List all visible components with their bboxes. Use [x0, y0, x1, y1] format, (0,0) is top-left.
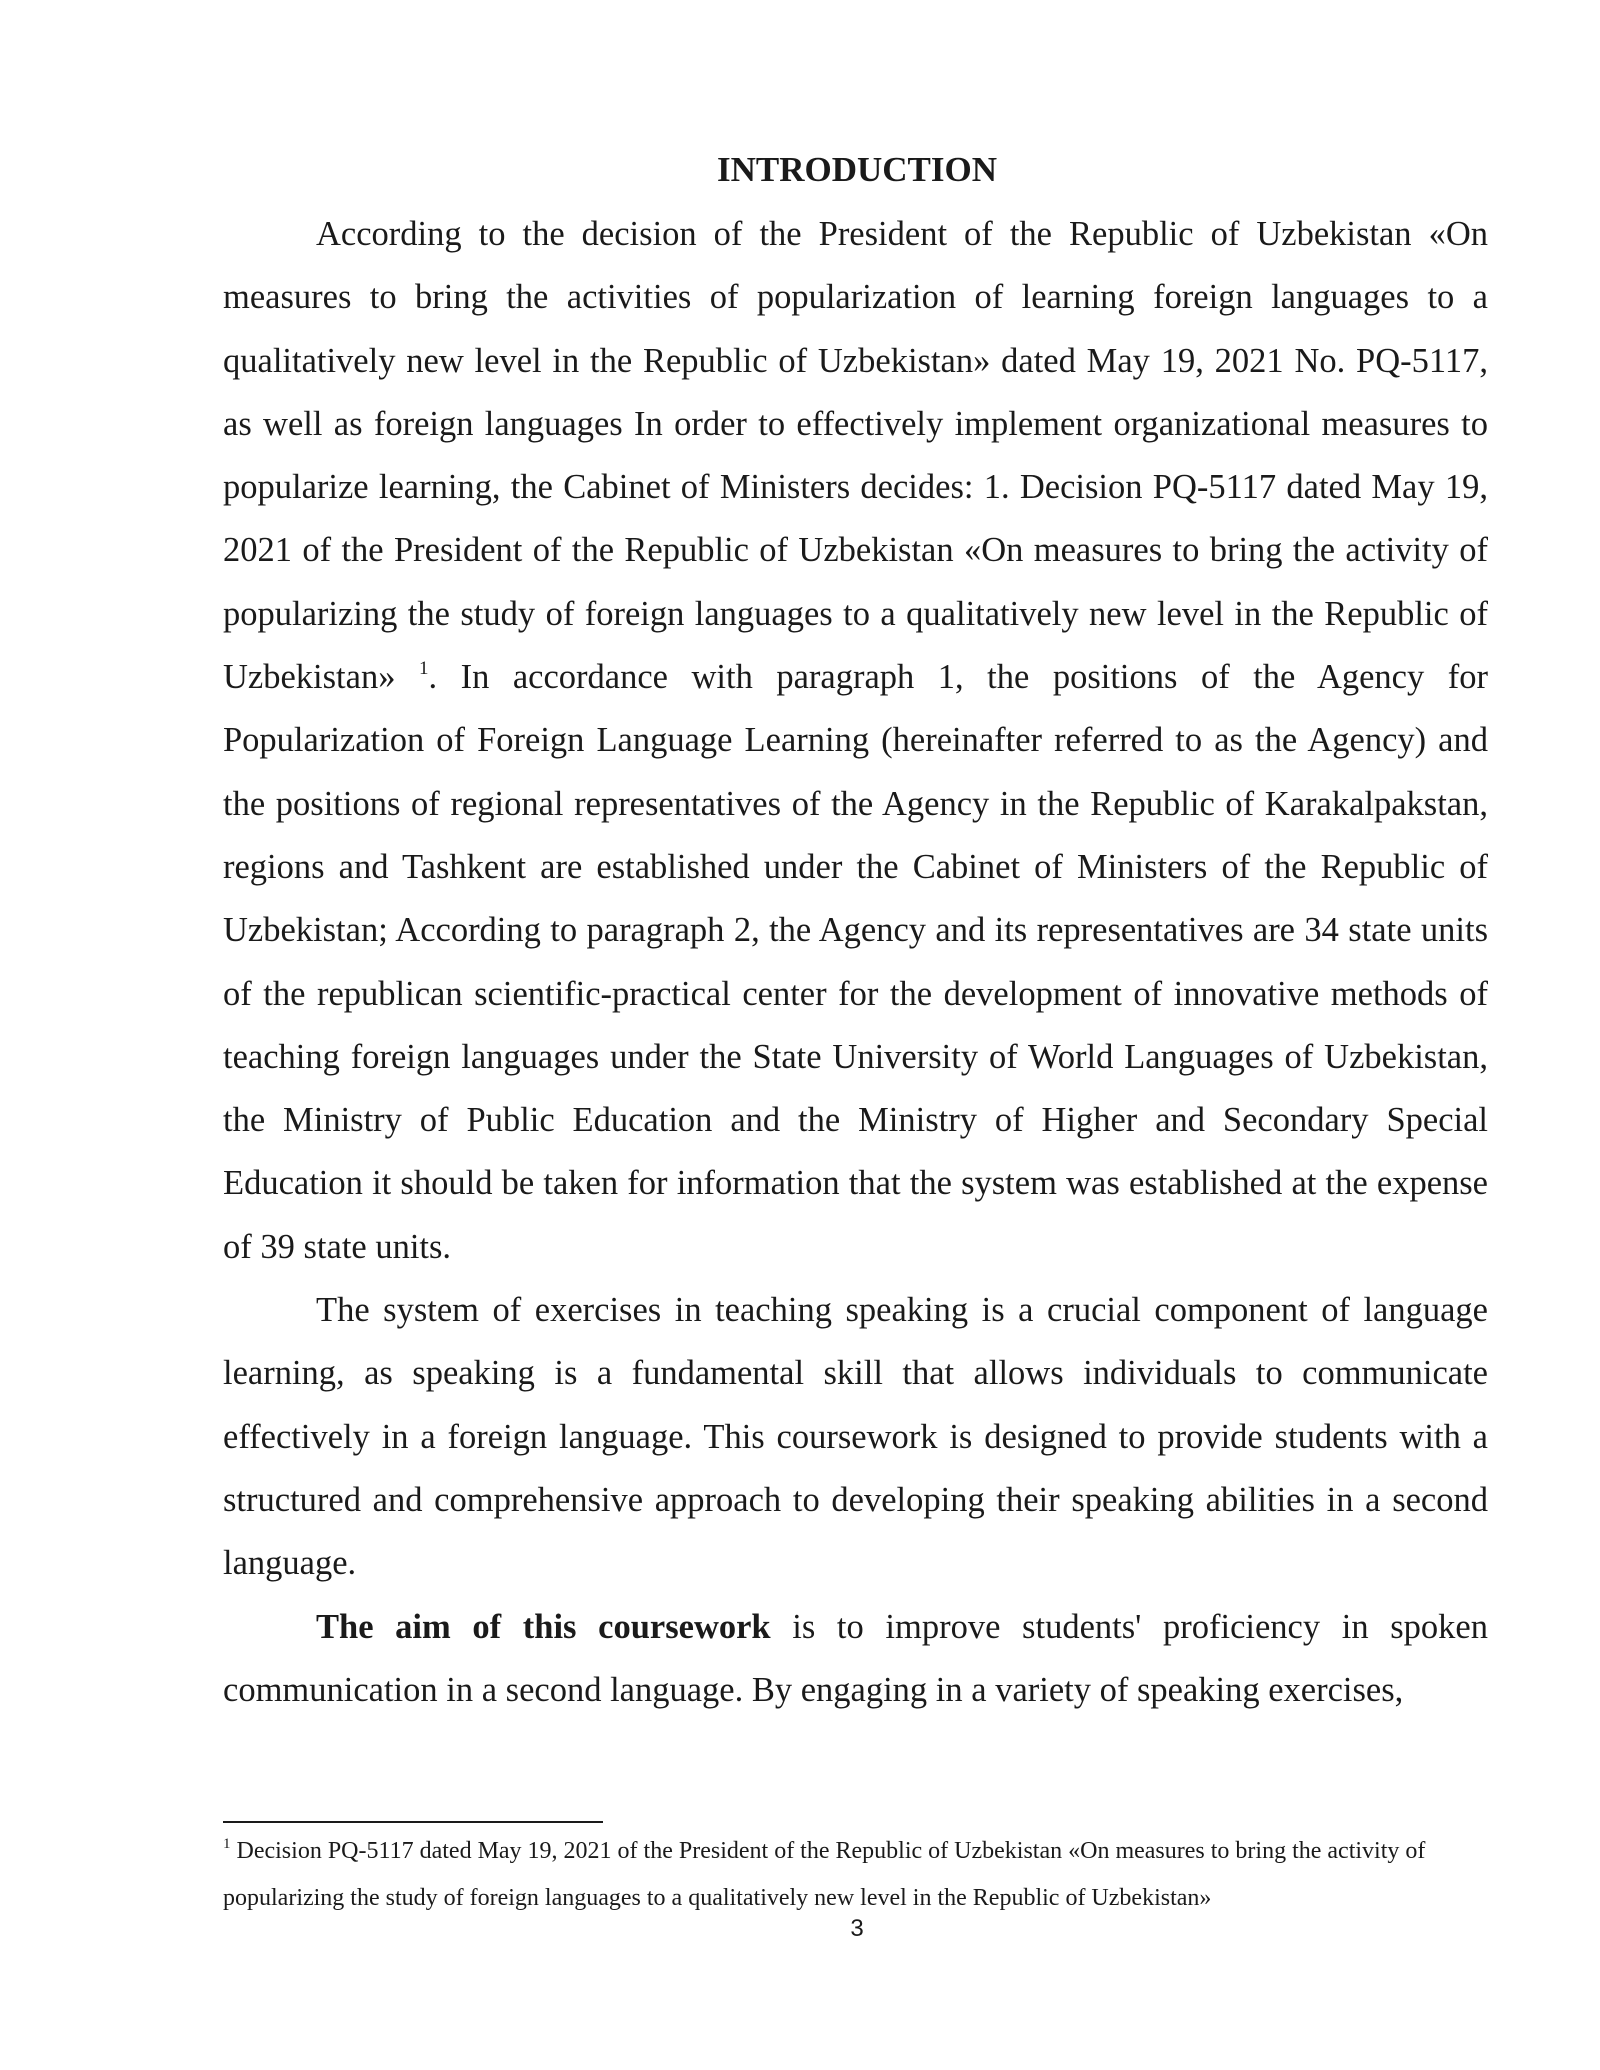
page-heading: INTRODUCTION: [716, 150, 998, 189]
paragraph-exercises-system: The system of exercises in teaching speaking is a crucial component of language learning, as speaking is a fundamental skill that allows individuals to communicate effectively in a foreign language. This coursework is designed to provide students with a structured and comprehensive approach to developing their speaking abilities in a second language.: [223, 1291, 1488, 1583]
footnote-separator: [223, 1821, 603, 1823]
footnote-reference-marker[interactable]: 1: [418, 658, 429, 680]
footnote-text: Decision PQ-5117 dated May 19, 2021 of the President of the Republic of Uzbekistan «On measures to bring the activity of popularizing the study of foreign languages to a qualitatively new level in the Republic of Uzbekistan»: [223, 1838, 1426, 1911]
paragraph-decision-text-after-ref: . In accordance with paragraph 1, the positions of the Agency for Popularization of Foreign Language Learning (hereinafter referred to as the Agency) and the positions of regional representatives of the Agency in the Republic of Karakalpakstan, regions and Tashkent are established under the Cabinet of Ministers of the Republic of Uzbekistan; According to paragraph 2, the Agency and its representatives are 34 state units of the republican scientific-practical center for the development of innovative methods of teaching foreign languages under the State University of World Languages of Uzbekistan, the Ministry of Public Education and the Ministry of Higher and Secondary Special Education it should be taken for information that the system was established at the expense of 39 state units.: [223, 658, 1488, 1266]
body-text: [223, 203, 1488, 1722]
paragraph-aim: [223, 1596, 1488, 1723]
paragraph-decision: [223, 203, 1488, 1279]
footnote: [223, 1828, 1488, 1922]
page-number: 3: [850, 1915, 864, 1942]
aim-bold-lead: The aim of this coursework: [316, 1607, 771, 1646]
aim-text: is to improve students' proficiency in spoken communication in a second language. By engaging in a variety of speaking exercises,: [223, 1607, 1488, 1709]
footnote-marker: 1: [223, 1836, 231, 1852]
paragraph-decision-text-before-ref: According to the decision of the President of the Republic of Uzbekistan «On measures to bring the activities of popularization of learning foreign languages to a qualitatively new level in the Republic of Uzbekistan» dated May 19, 2021 No. PQ-5117, as well as foreign languages In order to effectively implement organizational measures to popularize learning, the Cabinet of Ministers decides: 1. Decision PQ-5117 dated May 19, 2021 of the President of the Republic of Uzbekistan «On measures to bring the activity of popularizing the study of foreign languages to a qualitatively new level in the Republic of Uzbekistan»: [223, 215, 1488, 697]
